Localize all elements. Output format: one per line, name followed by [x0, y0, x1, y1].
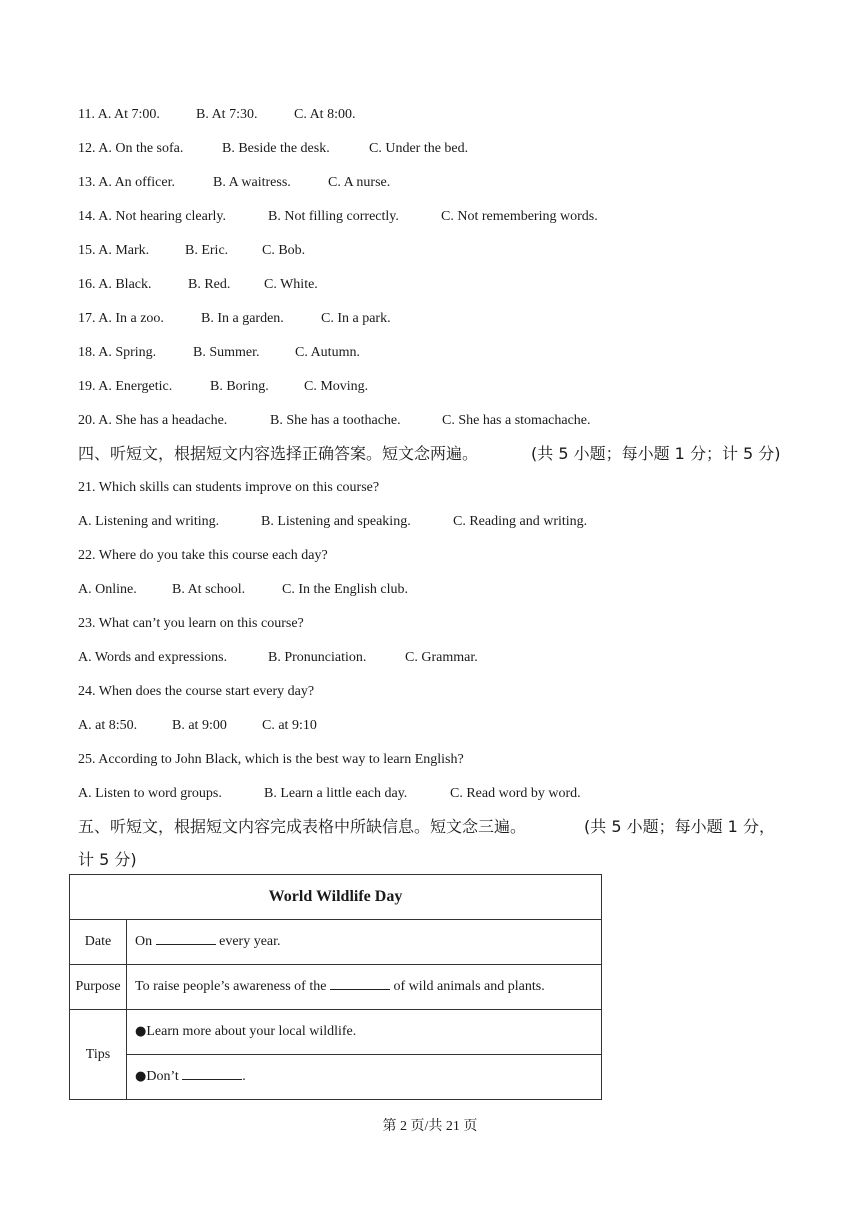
question-13: 13. A. An officer. B. A waitress. C. A nurse.: [78, 175, 391, 190]
bullet-icon: ●: [135, 1069, 147, 1084]
question-22: 22. Where do you take this course each day?: [78, 548, 328, 563]
question-25: 25. According to John Black, which is the best way to learn English?: [78, 752, 464, 767]
question-18: 18. A. Spring. B. Summer. C. Autumn.: [78, 345, 360, 360]
purpose-blank[interactable]: [330, 979, 390, 990]
question-17: 17. A. In a zoo. B. In a garden. C. In a park.: [78, 311, 391, 326]
tip-1: ●Learn more about your local wildlife.: [127, 1010, 602, 1055]
question-20: 20. A. She has a headache. B. She has a toothache. C. She has a stomachache.: [78, 413, 591, 428]
question-16: 16. A. Black. B. Red. C. White.: [78, 277, 318, 292]
tips-label: Tips: [70, 1010, 127, 1100]
date-cell: On every year.: [127, 920, 602, 965]
question-23: 23. What can’t you learn on this course?: [78, 616, 304, 631]
question-24: 24. When does the course start every day?: [78, 684, 315, 699]
question-24-options: A. at 8:50. B. at 9:00 C. at 9:10: [78, 718, 317, 733]
section-5-heading-cont: 计 5 分): [78, 850, 137, 869]
question-21: 21. Which skills can students improve on this course?: [78, 480, 380, 495]
question-21-options: A. Listening and writing. B. Listening and speaking. C. Reading and writing.: [78, 514, 588, 529]
table-title: World Wildlife Day: [70, 875, 602, 920]
purpose-cell: To raise people’s awareness of the of wild animals and plants.: [127, 965, 602, 1010]
page-footer: 第 2 页/共 21 页: [382, 1119, 478, 1134]
tip-blank[interactable]: [182, 1069, 242, 1080]
date-label: Date: [70, 920, 127, 965]
question-19: 19. A. Energetic. B. Boring. C. Moving.: [78, 379, 369, 394]
question-14: 14. A. Not hearing clearly. B. Not filling correctly. C. Not remembering words.: [78, 209, 598, 224]
section-4-heading: 四、听短文，根据短文内容选择正确答案。短文念两遍。 (共 5 小题；每小题 1 分；计 5 分): [78, 444, 781, 463]
purpose-label: Purpose: [70, 965, 127, 1010]
wildlife-day-table: [69, 874, 602, 1100]
tip-2: ●Don’t .: [127, 1055, 602, 1100]
section-5-heading: 五、听短文，根据短文内容完成表格中所缺信息。短文念三遍。 (共 5 小题；每小题 1 分，: [78, 817, 775, 836]
question-12: 12. A. On the sofa. B. Beside the desk. C. Under the bed.: [78, 141, 469, 156]
question-25-options: A. Listen to word groups. B. Learn a little each day. C. Read word by word.: [78, 786, 581, 801]
bullet-icon: ●: [135, 1024, 147, 1039]
question-11: 11. A. At 7:00. B. At 7:30. C. At 8:00.: [78, 107, 356, 122]
question-23-options: A. Words and expressions. B. Pronunciation. C. Grammar.: [78, 650, 478, 665]
question-22-options: A. Online. B. At school. C. In the English club.: [78, 582, 408, 597]
date-blank[interactable]: [156, 934, 216, 945]
question-15: 15. A. Mark. B. Eric. C. Bob.: [78, 243, 306, 258]
